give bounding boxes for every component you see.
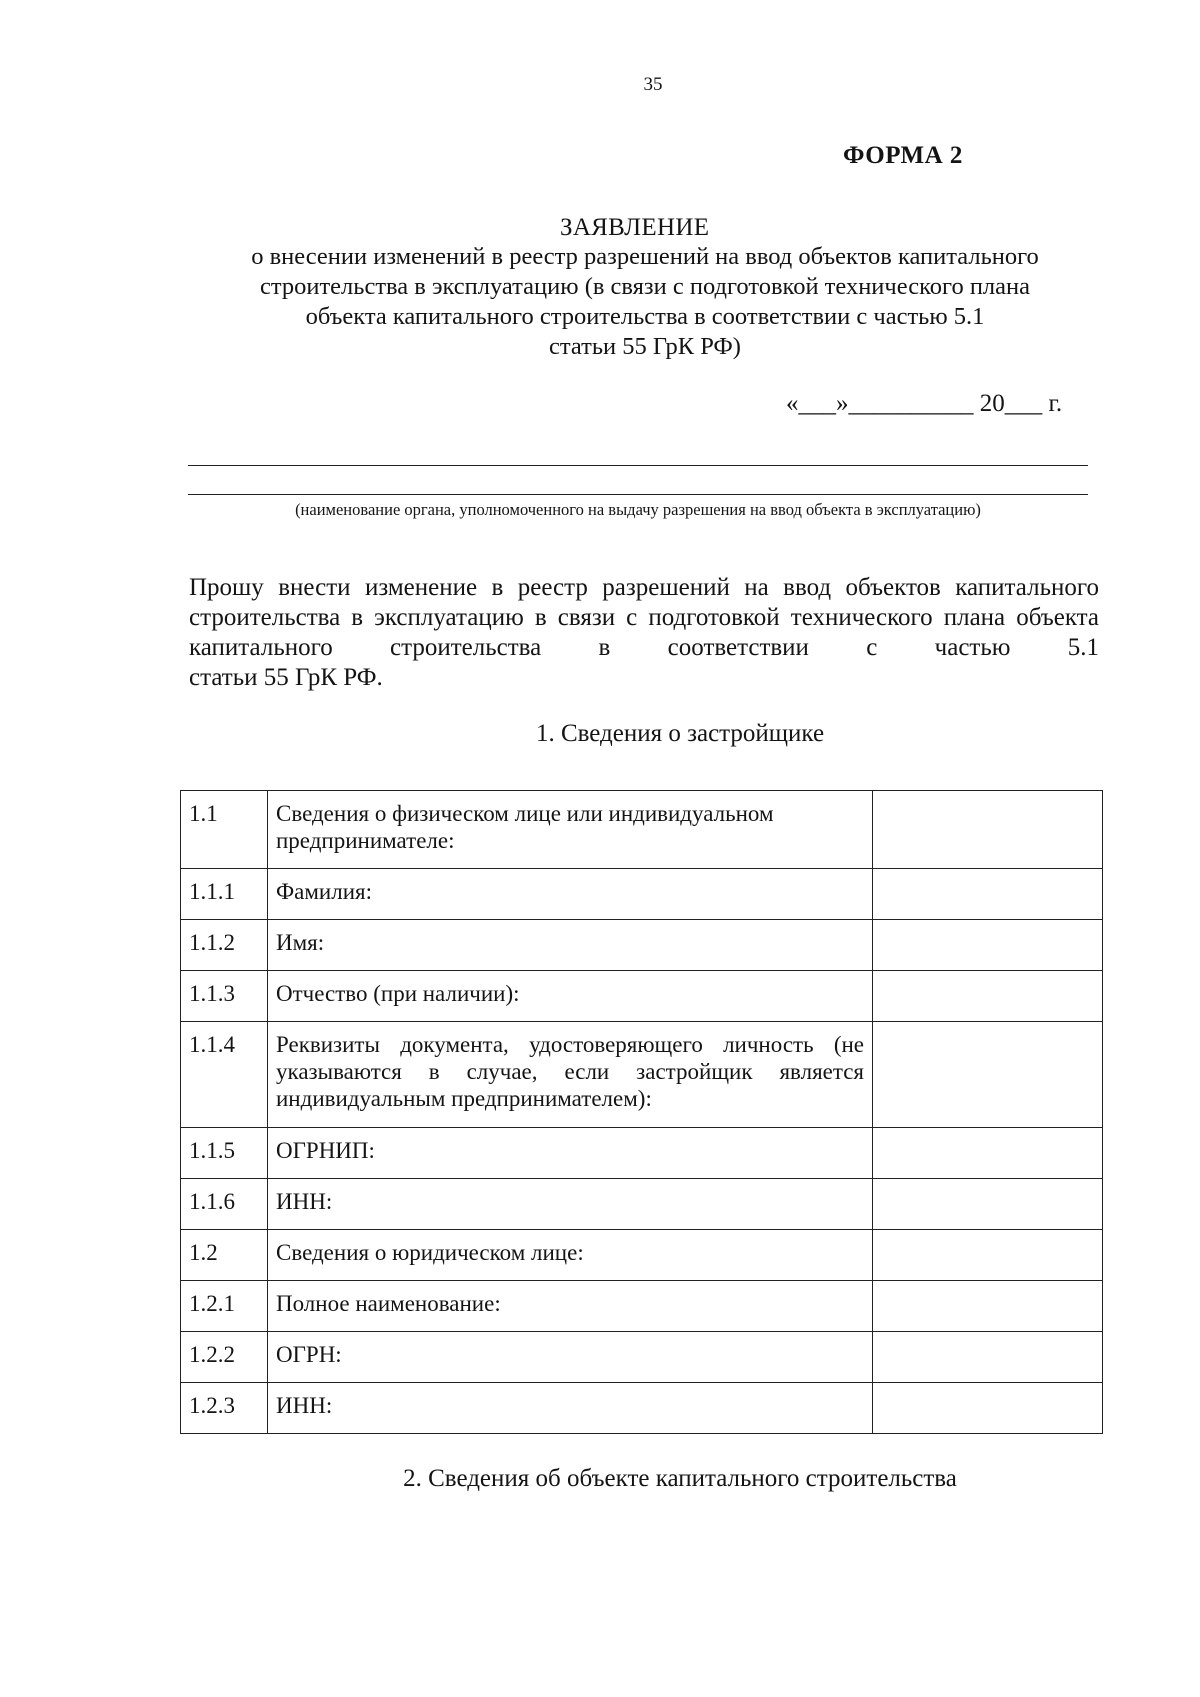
table-row: [181, 1128, 1103, 1179]
document-subtitle: [200, 242, 1090, 362]
row-label: Сведения о физическом лице или индивидуальном предпринимателе:: [268, 791, 873, 869]
row-label: ИНН:: [268, 1383, 873, 1434]
row-number: 1.1.5: [181, 1128, 268, 1179]
developer-info-table: [180, 790, 1103, 1434]
row-value-field[interactable]: [873, 971, 1103, 1022]
row-label: Фамилия:: [268, 869, 873, 920]
row-value-field[interactable]: [873, 920, 1103, 971]
section-1-heading: 1. Сведения о застройщике: [535, 720, 825, 747]
intro-line: Прошу внести изменение в реестр разрешений на ввод объектов капитального: [189, 574, 1099, 601]
table-row: [181, 1022, 1103, 1128]
subtitle-line: о внесении изменений в реестр разрешений на ввод объектов капитального: [251, 243, 1039, 270]
authority-name-line-1[interactable]: [188, 465, 1088, 466]
subtitle-line: объекта капитального строительства в соответствии с частью 5.1: [305, 303, 985, 330]
row-value-field[interactable]: [873, 1128, 1103, 1179]
row-number: 1.1.2: [181, 920, 268, 971]
row-label: Отчество (при наличии):: [268, 971, 873, 1022]
intro-line: строительства в эксплуатацию в связи с подготовкой технического плана объекта: [189, 604, 1099, 631]
authority-caption: (наименование органа, уполномоченного на выдачу разрешения на ввод объекта в эксплуатацию): [295, 500, 981, 519]
authority-name-line-2[interactable]: [188, 494, 1088, 495]
row-value-field[interactable]: [873, 1230, 1103, 1281]
row-label: Сведения о юридическом лице:: [268, 1230, 873, 1281]
row-label: ОГРН:: [268, 1332, 873, 1383]
row-label: Полное наименование:: [268, 1281, 873, 1332]
row-value-field[interactable]: [873, 869, 1103, 920]
row-number: 1.2.3: [181, 1383, 268, 1434]
row-number: 1.2.2: [181, 1332, 268, 1383]
row-label: ОГРНИП:: [268, 1128, 873, 1179]
table-row: [181, 1332, 1103, 1383]
row-number: 1.2.1: [181, 1281, 268, 1332]
intro-line: статьи 55 ГрК РФ.: [189, 664, 383, 691]
table-row: [181, 791, 1103, 869]
page-number: 35: [643, 74, 663, 95]
row-label: ИНН:: [268, 1179, 873, 1230]
row-number: 1.1.4: [181, 1022, 268, 1128]
intro-paragraph: [189, 573, 1099, 693]
section-2-heading: 2. Сведения об объекте капитального строительства: [403, 1465, 957, 1492]
row-label: Реквизиты документа, удостоверяющего личность (не указываются в случае, если застройщик является индивидуальным предпринимателем):: [268, 1022, 873, 1128]
table-row: [181, 869, 1103, 920]
table-row: [181, 1281, 1103, 1332]
table-row: [181, 1230, 1103, 1281]
table-row: [181, 1179, 1103, 1230]
row-value-field[interactable]: [873, 1383, 1103, 1434]
row-number: 1.1: [181, 791, 268, 869]
row-label: Имя:: [268, 920, 873, 971]
document-title: ЗАЯВЛЕНИЕ: [560, 214, 710, 241]
table-row: [181, 920, 1103, 971]
row-value-field[interactable]: [873, 1332, 1103, 1383]
row-number: 1.1.6: [181, 1179, 268, 1230]
row-number: 1.1.3: [181, 971, 268, 1022]
subtitle-line: статьи 55 ГрК РФ): [549, 333, 741, 360]
subtitle-line: строительства в эксплуатацию (в связи с подготовкой технического плана: [259, 273, 1031, 300]
row-value-field[interactable]: [873, 1281, 1103, 1332]
row-value-field[interactable]: [873, 1022, 1103, 1128]
row-number: 1.2: [181, 1230, 268, 1281]
form-label: ФОРМА 2: [843, 142, 963, 169]
date-field[interactable]: «___»__________ 20___ г.: [786, 390, 1063, 417]
table-row: [181, 971, 1103, 1022]
row-value-field[interactable]: [873, 791, 1103, 869]
row-value-field[interactable]: [873, 1179, 1103, 1230]
table-row: [181, 1383, 1103, 1434]
intro-line: капитального строительства в соответствии с частью 5.1: [189, 634, 1099, 661]
row-number: 1.1.1: [181, 869, 268, 920]
